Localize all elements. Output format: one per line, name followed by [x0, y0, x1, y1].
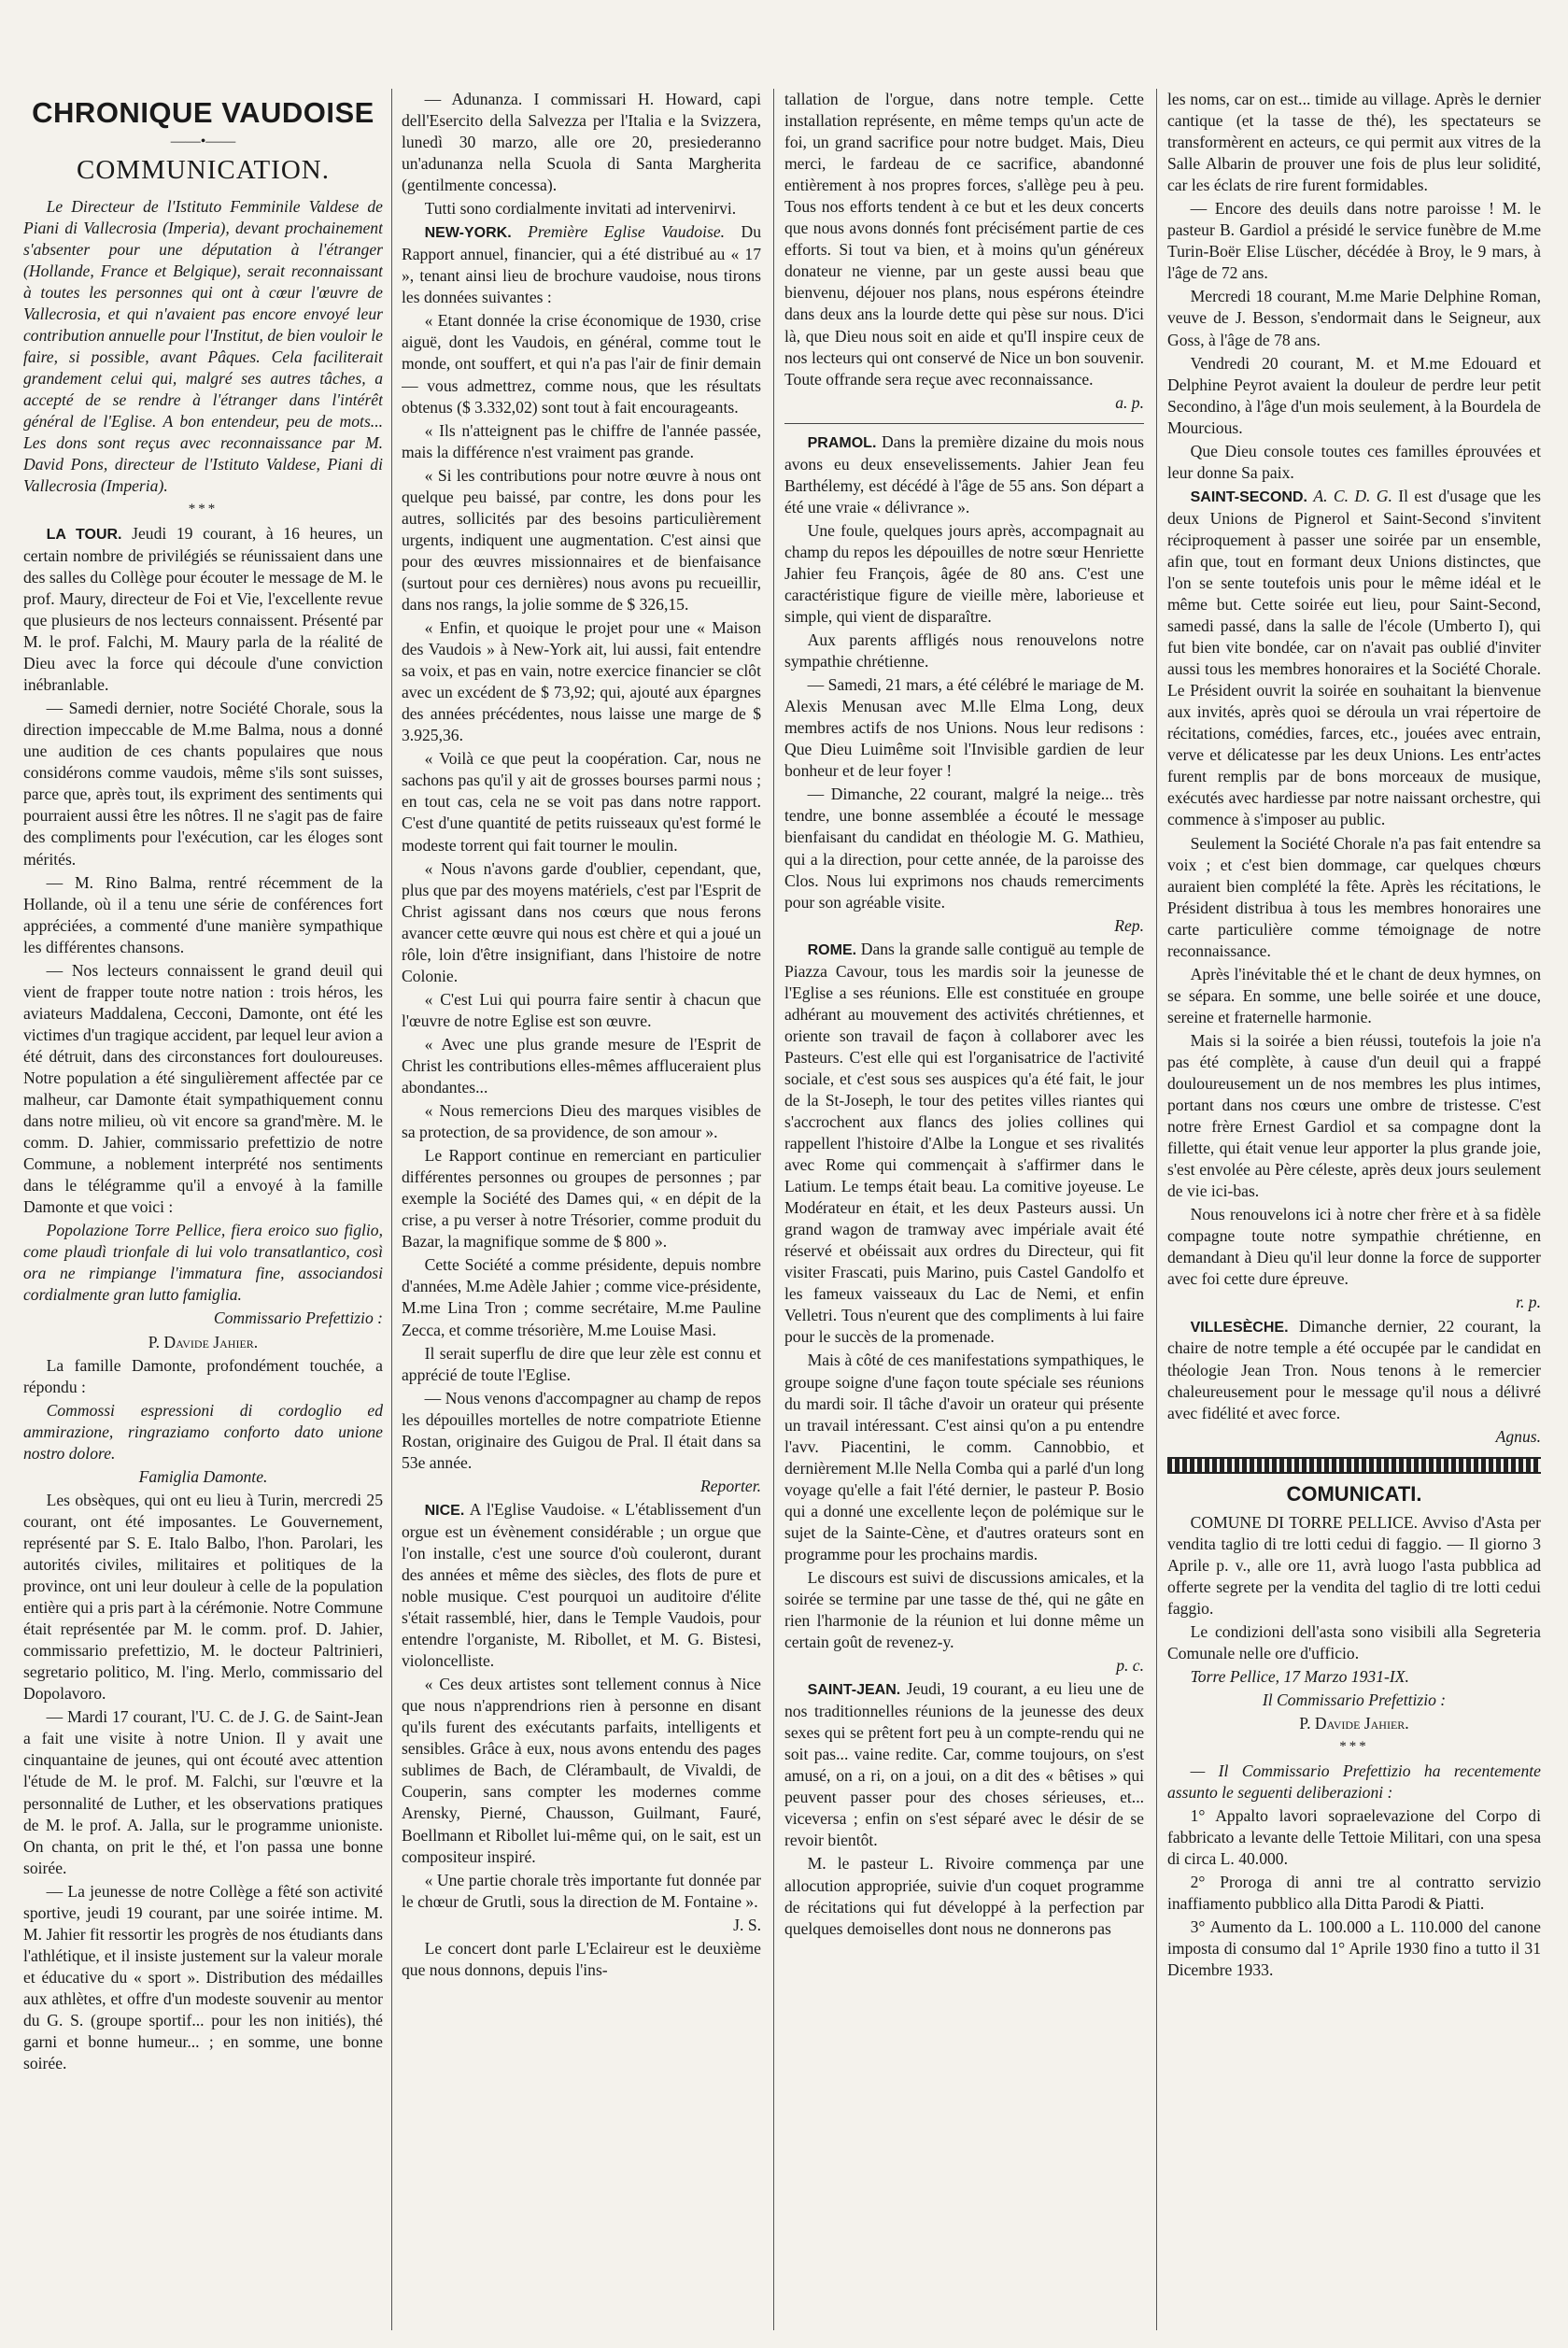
- newyork-text-12: Cette Société a comme présidente, depuis nombre d'années, M.me Adèle Jahier ; comme vice-présidente, M.me Lina Tron ; comme secrétaire, M.me Pauline Zecca, et comme trésorière, M.me Louise Masi.: [402, 1255, 761, 1339]
- reply-signature: Famiglia Damonte.: [138, 1466, 268, 1486]
- latour-text-1: Jeudi 19 courant, à 16 heures, un certain nombre de privilégiés se réunissaient dans une des salles du Collège pour écouter le message de M. le prof. Maury, directeur de Foi et Vie, l'excellente revue que plusieurs de nos lecteurs connaissent. Présenté par M. le prof. Falchi, M. Maury parla de la réalité de Dieu avec la force qui découle d'une conviction inébranlable.: [23, 523, 383, 695]
- saintjean-text-6: Que Dieu console toutes ces familles éprouvées et leur donne Sa paix.: [1167, 441, 1541, 482]
- comunicati-signature-title: Il Commissario Prefettizio :: [1262, 1690, 1447, 1709]
- latour-heading: LA TOUR.: [46, 526, 122, 543]
- villeseche-signature: Agnus.: [1495, 1426, 1541, 1446]
- newyork-text-9: « Avec une plus grande mesure de l'Esprit de Christ les contributions elles-mêmes affluceraient plus abondantes...: [402, 1034, 761, 1097]
- communication-text: Le Directeur de l'Istituto Femminile Valdese de Piani di Vallecrosia (Imperia), devant prochainement s'absenter pour une députation à l'étranger (Hollande, France et Belgique), serait reconnaissant à toutes les personnes qui ont à cœur l'œuvre de Vallecrosia, et qui n'avaient pas encore envoyé leur contribution annuelle pour l'Institut, de bien vouloir le faire, si possible, avant Pâques. Cela faciliterait grandement celui qui, malgré ses autres tâches, a accepté de se rendre à l'étranger dans l'intérêt général de l'Eglise. A bon entendeur, peu de mots... Les dons sont reçus avec reconnaissance par M. David Pons, directeur de l'Istituto Valdese, Piani di Vallecrosia (Imperia).: [23, 196, 383, 496]
- newyork-signature: Reporter.: [700, 1476, 761, 1495]
- comunicati-text-5: 2° Proroga di anni tre al contratto servizio inaffiamento pubblico alla Ditta Parodi & Piatti.: [1167, 1872, 1541, 1913]
- nice-text-1: A l'Eglise Vaudoise. « L'établissement d'un orgue est un évènement considérable ; un orgue que l'on installe, c'est une source d'où couleront, durant des années et même des siècles, des flots de pure et noble musique. C'est pourquoi un auditoire d'élite s'était rassemblé, hier, dans le Temple Vaudois, pour entendre l'organiste, M. Ribollet, et M. G. Bistesi, violoncelliste.: [402, 1499, 761, 1671]
- saintjean-heading: SAINT-JEAN.: [807, 1682, 901, 1699]
- newyork-text-3: « Ils n'atteignent pas le chiffre de l'année passée, mais la différence n'est vraiment pas grande.: [402, 420, 761, 461]
- signature-title: Commissario Prefettizio :: [213, 1308, 383, 1328]
- newyork-text-11: Le Rapport continue en remerciant en particulier différentes personnes ou groupes de personnes ; par exemple la Société des Dames qui, « en dépit de la crise, a pu verser à notre Trésorier, comme produit du Bazar, la magnifique somme de $ 800 ».: [402, 1146, 761, 1252]
- pramol-text-2: Une foule, quelques jours après, accompagnait au champ du repos les dépouilles de notre sœur Henriette Jahier feu François, âgée de 80 ans. C'est une caractéristique figure de vieille mère, laborieuse et simple, qui vient de disparaître.: [784, 520, 1144, 626]
- newyork-text-4: « Si les contributions pour notre œuvre à nous ont quelque peu baissé, par contre, les dons pour les autres, sollicités par des besoins particulièrement urgents, indiquent une augmentation. C'est ainsi que pour des œuvres missionnaires et de bienfaisance (surtout pour ces dernières) nous avons pu recueillir, dans nos rangs, la jolie somme de $ 326,15.: [402, 465, 761, 614]
- comunicati-stars: ***: [1339, 1739, 1369, 1754]
- column-3: [784, 89, 1144, 2330]
- latour-text-3: — M. Rino Balma, rentré récemment de la Hollande, où il a tenu une série de conférences fort appréciées, a commenté d'une manière sympathique les différentes chansons.: [23, 872, 383, 956]
- comunicati-signature-name: P. Davide Jahier.: [1299, 1713, 1409, 1733]
- villeseche-heading: VILLESÈCHE.: [1190, 1319, 1289, 1336]
- nice-text-2: « Ces deux artistes sont tellement connus à Nice que nous n'apprendrions rien à personne en disant qu'ils furent des exécutants parfaits, intelligents et sensibles. Grâce à eux, nous avons entendu des pages sublimes de Bach, de Clérambault, de Vivaldi, de Couperin, sans compter les modernes comme Arensky, Pierné, Chausson, Guilmant, Fauré, Boellmann et Ribollet lui-même qui, on le sait, est un compositeur inspiré.: [402, 1675, 761, 1866]
- villeseche-text: Dimanche dernier, 22 courant, la chaire de notre temple a été occupée par le candidat en théologie Jean Tron. Nous tenons à le remercier chaleureusement pour le message qu'il nous a délivré avec fidélité et avec force.: [1167, 1316, 1541, 1422]
- telegram-text: Popolazione Torre Pellice, fiera eroico suo figlio, come plaudì trionfale di lui volo transatlantico, così ora ne rimpiange l'immatura fine, associandosi cordialmente gran lutto famiglia.: [23, 1221, 383, 1305]
- comunicati-heading: COMUNICATI.: [1286, 1481, 1422, 1506]
- newyork-text-5: « Enfin, et quoique le projet pour une « Maison des Vaudois » à New-York ait, lui aussi, fait entendre sa voix, et pas en vain, notre exercice financier se clôt avec un excédent de $ 73,92; qui, ajouté aux épargnes des années précédentes, nous laisse une marge de $ 3.925,36.: [402, 618, 761, 745]
- reply-intro: La famille Damonte, profondément touchée, a répondu :: [23, 1355, 383, 1396]
- nice-text-4: Le concert dont parle L'Eclaireur est le deuxième que nous donnons, depuis l'ins-: [402, 1938, 761, 1979]
- newyork-text-14: — Nous venons d'accompagner au champ de repos les dépouilles mortelles de notre compatriote Etienne Rostan, originaire des Guigou de Pral. Il était dans sa 53e année.: [402, 1388, 761, 1472]
- column-2: [402, 89, 761, 2330]
- saintsecond-signature: r. p.: [1516, 1293, 1541, 1312]
- saintjean-text-4: Mercredi 18 courant, M.me Marie Delphine Roman, veuve de J. Besson, s'endormait dans le Seigneur, aux Goss, à l'âge de 78 ans.: [1167, 287, 1541, 349]
- title-ornament: ——•——: [170, 133, 236, 149]
- newyork-subheading: Première Eglise Vaudoise.: [528, 222, 726, 242]
- saintsecond-text-3: Après l'inévitable thé et le chant de deux hymnes, on se sépara. En somme, une belle soirée et une douce, sereine et fraternelle harmonie.: [1167, 964, 1541, 1026]
- nice-heading: NICE.: [424, 1502, 465, 1519]
- saintsecond-heading: SAINT-SECOND.: [1190, 488, 1307, 505]
- nice-text-3: « Une partie chorale très importante fut donnée par le chœur de Grutli, sous la direction de M. Fontaine ».: [402, 1870, 761, 1911]
- decorative-border: [1167, 1457, 1541, 1474]
- section-stars: ***: [188, 502, 219, 517]
- column-rule: [391, 89, 392, 2330]
- comunicati-text-3: — Il Commissario Prefettizio ha recentemente assunto le seguenti deliberazioni :: [1167, 1761, 1541, 1802]
- pramol-signature: Rep.: [1114, 915, 1144, 935]
- latour-text-5: Les obsèques, qui ont eu lieu à Turin, mercredi 25 courant, ont été imposantes. Le Gouvernement, représenté par S. E. Italo Balbo, l'hon. Parolari, les autorités civiles, militaires et politiques de la province, ont uni leur douleur à celle de la population entière qui a pris part à la cérémonie. Notre Commune était représentée par M. le comm. prof. D. Jahier, commissario prefettizio, M. le docteur Paltrinieri, segretario politico, M. l'ing. Merlo, commissario del Dopolavoro.: [23, 1490, 383, 1704]
- pramol-text-5: — Dimanche, 22 courant, malgré la neige... très tendre, une bonne assemblée a écouté le message bienfaisant du candidat en théologie M. G. Mathieu, qui a la direction, pour cette année, de la paroisse des Clos. Nous lui exprimons nos chauds remerciments pour son agréable visite.: [784, 785, 1144, 912]
- column-1: [23, 89, 383, 2330]
- saintjean-text-1: Jeudi, 19 courant, a eu lieu une de nos traditionnelles réunions de la jeunesse des deux sexes qui se prêtent fort peu à un compte-rendu qui ne soit pas... vaine redite. Car, comme toujours, on s'est amusé, on a ri, on a joui, on a dit des « bêtises » qui peuvent passer pour des choses sérieuses, et... viceversa ; enfin on s'est séparé avec le désir de se revoir bientôt.: [784, 1679, 1144, 1850]
- column-4: [1167, 89, 1541, 2330]
- newyork-text-2: « Etant donnée la crise économique de 1930, crise aiguë, dont les Vaudois, en général, comme tout le monde, ont souffert, et qui n'a pas l'air de finir demain — vous admettrez, comme nous, que les résultats obtenus ($ 3.332,02) sont tout à fait encourageants.: [402, 311, 761, 417]
- latour-text-7: — La jeunesse de notre Collège a fêté son activité sportive, jeudi 19 courant, par une soirée intime. M. M. Jahier fit ressortir les progrès de nos étudiants dans l'athlétique, et il insiste justement sur la valeur morale et éducative du « sport ». Distribution des médailles aux athlètes, et offre d'un modeste souvenir au mentor du G. S. (groupe sportif... pour les non initiés), thé garni et bonne humeur... ; en somme, une bonne soirée.: [23, 1881, 383, 2073]
- saintsecond-text-5: Nous renouvelons ici à notre cher frère et à sa fidèle compagne toute notre sympathie chrétienne, en demandant à Dieu qu'il leur donne la force de supporter avec foi cette dure épreuve.: [1167, 1205, 1541, 1289]
- saintjean-text-2: M. le pasteur L. Rivoire commença par une allocution appropriée, suivie d'un coquet programme de récitations qui fut développé à la perfection par quelques demoiselles dont nous ne donnerons pas: [784, 1854, 1144, 1938]
- rome-text-3: Le discours est suivi de discussions amicales, et la soirée se termine par une tasse de thé, qui ne gâte en rien l'harmonie de la réunion et lui donne même un certain goût de revenez-y.: [784, 1567, 1144, 1652]
- saintsecond-text-1: Il est d'usage que les deux Unions de Pignerol et Saint-Second s'invitent réciproquement à passer une soirée par un ensemble, afin que, tout en formant deux Unions distinctes, que l'on se sente toutefois unis pour le même idéal et le même but. Cette soirée eut lieu, pour Saint-Second, samedi passé, dans la salle de l'école (Umberto I), qui fut bien vite bondée, car on n'avait pas oublié d'inviter aussi tous les membres honoraires et la Société Chorale. Le Président ouvrit la soirée en souhaitant la bienvenue aux invités, après quoi se déroula un vrai répertoire de récitations, comédies, farces, etc., jouées avec entrain, verve et délicatesse par les deux Unions. Les entr'actes furent remplis par de bons morceaux de musique, exécutés avec hardiesse par notre naissant orchestre, qui commence à s'imposer au public.: [1167, 486, 1541, 829]
- newyork-text-6: « Voilà ce que peut la coopération. Car, nous ne sachons pas qu'il y ait de grosses bourses parmi nous ; en tout cas, cela ne se voit pas dans notre rapport. C'est d'une quantité de petits ruisseaux qu'est formé le modeste torrent qui fait tourner le moulin.: [402, 749, 761, 855]
- rome-signature: p. c.: [1116, 1656, 1144, 1676]
- newyork-text-10: « Nous remercions Dieu des marques visibles de sa protection, de sa providence, de son amour ».: [402, 1101, 761, 1142]
- pramol-heading: PRAMOL.: [807, 434, 877, 451]
- newyork-text-8: « C'est Lui qui pourra faire sentir à chacun que l'œuvre de notre Eglise est son œuvre.: [402, 989, 761, 1030]
- pramol-text-3: Aux parents affligés nous renouvelons notre sympathie chrétienne.: [784, 630, 1144, 672]
- newyork-heading: NEW-YORK.: [424, 225, 512, 242]
- section-title: CHRONIQUE VAUDOISE: [32, 96, 374, 129]
- comunicati-text-6: 3° Aumento da L. 100.000 a L. 110.000 del canone imposta di consumo dal 1° Aprile 1930 fino a tutto il 31 Dicembre 1933.: [1167, 1917, 1541, 1980]
- saintjean-text-5: Vendredi 20 courant, M. et M.me Edouard et Delphine Peyrot avaient la douleur de perdre leur petit Secondino, à l'âge d'un mois seulement, à la Bourdela de Mourcious.: [1167, 353, 1541, 437]
- comunicati-text-4: 1° Appalto lavori sopraelevazione del Corpo di fabbricato a levante delle Tettoie Militari, con una spesa di circa L. 40.000.: [1167, 1805, 1541, 1868]
- rome-text-2: Mais à côté de ces manifestations sympathiques, le groupe soigne d'une façon toute spéciale ses réunions du mardi soir. Il tâche d'avoir un orateur qui présente un travail intéressant. C'est ainsi qu'on a pu entendre l'avv. Piacentini, le comm. Cannobbio, et dernièrement M.lle Nella Comba qui a parlé d'un long voyage qu'elle a fait l'été dernier, le pasteur P. Bosio qui a donné une excellente leçon de polémique sur le sujet de la Sainte-Cène, et d'autres orateurs sont en programme pour les prochains mardis.: [784, 1351, 1144, 1563]
- column-rule: [773, 89, 774, 2330]
- newyork-text-13: Il serait superflu de dire que leur zèle est connu et apprécié de toute l'Eglise.: [402, 1343, 761, 1384]
- comunicati-text-2: Le condizioni dell'asta sono visibili alla Segreteria Comunale nelle ore d'ufficio.: [1167, 1621, 1541, 1662]
- pramol-text-1: Dans la première dizaine du mois nous avons eu deux ensevelissements. Jahier Jean feu Barthélemy, est décédé à l'âge de 55 ans. Son départ a été une vraie « délivrance ».: [784, 431, 1144, 516]
- separator: [784, 423, 1144, 424]
- comunicati-text-1: COMUNE DI TORRE PELLICE. Avviso d'Asta per vendita taglio di tre lotti cedui di faggio. — Il giorno 3 Aprile p. v., alle ore 11, avrà luogo l'asta pubblica ad offerte segrete per la vendita del taglio di tre lotti cedui faggio.: [1167, 1512, 1541, 1618]
- newyork-text-7: « Nous n'avons garde d'oublier, cependant, que, plus que par des moyens matériels, c'est par l'Esprit de Christ agissant dans nos cœurs que nous ferons avancer cette œuvre qui nous est chère et qui a joué un rôle, loin d'être insignifiant, dans l'histoire de notre Colonie.: [402, 858, 761, 985]
- comunicati-date: Torre Pellice, 17 Marzo 1931-IX.: [1190, 1666, 1409, 1686]
- saintjean-continued: les noms, car on est... timide au village. Après le dernier cantique (et la tasse de thé), les spectateurs se transformèrent en acteurs, ce qui permit aux vitres de la Salle Albarin de prouver une fois de plus leur solidité, car les éclats de rire furent formidables.: [1167, 90, 1541, 195]
- rome-heading: ROME.: [807, 941, 857, 958]
- reply-text: Commossi espressioni di cordoglio ed ammirazione, ringraziamo conforto dato unione nostro dolore.: [23, 1400, 383, 1463]
- pramol-text-4: — Samedi, 21 mars, a été célébré le mariage de M. Alexis Menusan avec M.lle Elma Long, deux membres actifs de nos Unions. Nous leur redisons : Que Dieu Luimême soit l'Invisible gardien de leur bonheur et de leur foyer !: [784, 675, 1144, 781]
- latour-text-4: — Nos lecteurs connaissent le grand deuil qui vient de frapper toute notre nation : trois héros, les aviateurs Maddalena, Cecconi, Damonte, ont été les victimes d'un tragique accident, par lequel leur avion a été détruit, dans des circonstances fort douloureuses. Notre population a été singulièrement affectée par ce malheur, car Damonte était sympathiquement connu dans notre milieu, où vit encore sa grand'mère. M. le comm. D. Jahier, commissario prefettizio de notre Commune, a noblement interprété nos sentiments dans le télégramme qu'il a envoyé à la famille Damonte et que voici :: [23, 960, 383, 1217]
- saintsecond-text-4: Mais si la soirée a bien réussi, toutefois la joie n'a pas été complète, à cause d'un deuil qui a frappé douloureusement un de nos membres les plus intimes, portant dans nos cœurs une ombre de tristesse. C'est notre frère Ernest Gardiol et sa compagne dont la fillette, qui était venue leur apporter la plus grande joie, s'est envolée au Père céleste, après deux jours seulement de vie ici-bas.: [1167, 1030, 1541, 1201]
- column-rule: [1156, 89, 1157, 2330]
- latour-text-6: — Mardi 17 courant, l'U. C. de J. G. de Saint-Jean a fait une visite à notre Union. Il y avait une cinquantaine de jeunes, qui ont écouté avec attention l'étude de M. le prof. M. Falchi, sur l'œuvre et la personnalité de Luther, et les observations pratiques de M. le prof. A. Jalla, sur le programme unioniste. On chanta, on prit le thé, et l'on passa une bonne soirée.: [23, 1707, 383, 1877]
- nice-continued: tallation de l'orgue, dans notre temple. Cette installation représente, en même temps qu'un acte de foi, un grand sacrifice pour notre budget. Mais, Dieu merci, le fardeau de ce sacrifice, abandonné entièrement à nos propres forces, s'allège peu à peu. Tous nos efforts tendent à ce but et les deux concerts que nous avons donnés font précisément partie de ces efforts. Si tout va bien, et à moins qu'un généreux donateur ne vienne, par un geste aussi beau que bienvenu, déjouer nos plans, nous espérons éteindre dans deux ans la lourde dette qui pèse sur nous. D'ici là, que Dieu nous soit en aide et qu'Il inspire ceux de nos lecteurs qui ont conservé de Nice un bon souvenir. Toute offrande sera reçue avec reconnaissance.: [784, 90, 1144, 389]
- newyork-text-1: Du Rapport annuel, financier, qui a été distribué au « 17 », tenant ainsi lieu de brochure vaudoise, nous tirons les données suivantes :: [402, 222, 761, 307]
- adunanza-text-2: Tutti sono cordialmente invitati ad intervenirvi.: [424, 199, 737, 219]
- nice-signature-2: a. p.: [1115, 392, 1144, 412]
- rome-text-1: Dans la grande salle contiguë au temple de Piazza Cavour, tous les mardis soir la jeunesse de l'Eglise a ses réunions. Elle est constituée en groupe adhérant au mouvement des activités chrétiennes, et oriente son travail de façon à collaborer avec les Pasteurs. C'est elle qui est l'organisatrice de l'activité sociale, et c'est sous ses auspices qu'a été fait, le jour de la St-Joseph, le tour des petites villes riantes qui s'accrochent aux flancs des jolies collines qui rappellent l'histoire d'Albe la Longue et ses rivalités avec Rome qui commençait à s'affirmer dans le Latium. Le temps était beau. La comitive joyeuse. Le Modérateur en était, et les deux Pasteurs aussi. Un grand wagon de tramway avec impériale avait été réservé et obéissait aux ordres du Directeur, qui fit visiter Frascati, puis Marino, puis Castel Gandolfo et les fameux vaisseaux du Lac de Nemi, et enfin Velletri. Tous n'eurent que des compliments à lui faire pour le succès de la promenade.: [784, 939, 1144, 1347]
- latour-text-2: — Samedi dernier, notre Société Chorale, sous la direction impeccable de M.me Balma, nous a donné une audition de ces chants populaires que nous considérons comme vaudois, même s'ils sont suisses, parce que, après tout, ils expriment des sentiments qui pourraient aussi être les nôtres. Il ne s'agit pas de faire des compliments pour l'exécution, car les éloges sont mérités.: [23, 699, 383, 869]
- signature-name: P. Davide Jahier.: [148, 1332, 259, 1351]
- nice-signature: J. S.: [733, 1915, 761, 1934]
- saintsecond-text-2: Seulement la Société Chorale n'a pas fait entendre sa voix ; et c'est bien dommage, car quelques chœurs auraient bien complété la fête. Après les récitations, le Président distribua à tous les membres honoraires une carte particulière comme témoignage de notre reconnaissance.: [1167, 833, 1541, 960]
- adunanza-text: — Adunanza. I commissari H. Howard, capi dell'Esercito della Salvezza per l'Italia e la Svizzera, lunedì 30 marzo, alle ore 20, presiederanno un'adunanza nella Scuola di Santa Margherita (gentilmente concessa).: [402, 90, 761, 195]
- communication-heading: COMMUNICATION.: [77, 154, 330, 185]
- saintsecond-subheading: A. C. D. G.: [1313, 486, 1392, 505]
- saintjean-text-3: — Encore des deuils dans notre paroisse ! M. le pasteur B. Gardiol a présidé le service funèbre de M.me Turin-Boër Elise Lüscher, décédée à Broy, le 9 mars, à l'âge de 72 ans.: [1167, 199, 1541, 283]
